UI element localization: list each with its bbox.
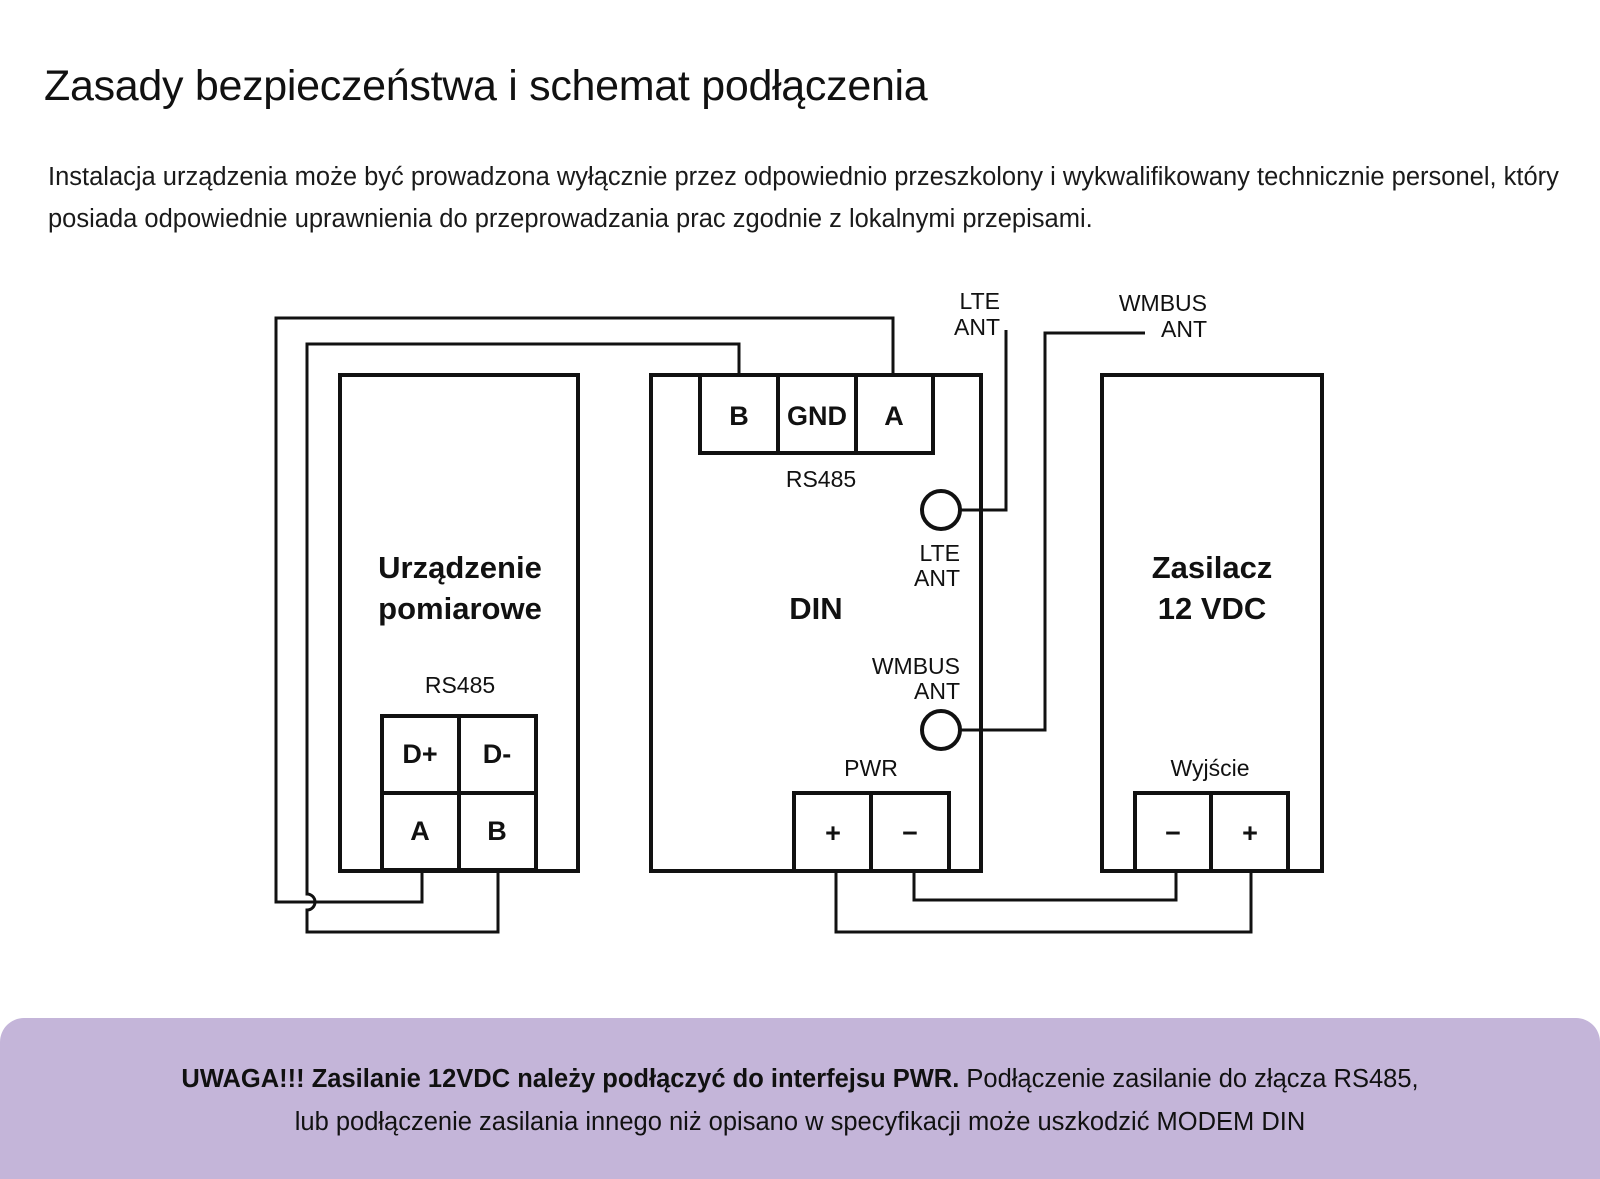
din-pwr-minus: − [902, 818, 918, 848]
din-pwr-plus: + [825, 818, 841, 848]
power-supply [1102, 375, 1322, 871]
din-terminal-a: A [884, 401, 904, 431]
meter-terminal-dplus: D+ [402, 739, 438, 769]
wire-power-minus [914, 871, 1176, 900]
din-wmbus-label-line2: ANT [914, 678, 960, 704]
din-pwr-label: PWR [844, 755, 898, 781]
psu-terminal-plus: + [1242, 818, 1258, 848]
external-wmbus-label-line1: WMBUS [1118, 290, 1207, 316]
meter-terminal-b: B [487, 816, 507, 846]
din-lte-label-line2: ANT [914, 565, 960, 591]
din-terminal-b: B [729, 401, 749, 431]
warning-rest-line1: Podłączenie zasilanie do złącza RS485, [959, 1065, 1419, 1093]
wire-rs485-b [307, 344, 739, 932]
intro-paragraph: Instalacja urządzenia może być prowadzona wyłącznie przez odpowiednio przeszkolony i wykwalifikowany technicznie personel, który posiada odpowiednie uprawnienia do przeprowadzania prac zgodnie z lokalnymi przepisami. [48, 163, 1559, 233]
meter-port-label: RS485 [424, 672, 496, 698]
meter-name-line1: Urządzenie [378, 550, 542, 585]
psu-name-line1: Zasilacz [1151, 550, 1273, 585]
din-lte-label-line1: LTE [919, 540, 960, 566]
external-lte-label-line2: ANT [954, 314, 1000, 340]
meter-terminal-a: A [410, 816, 430, 846]
psu-terminal-minus: − [1165, 818, 1181, 848]
din-terminal-gnd: GND [787, 401, 847, 431]
din-name: DIN [789, 591, 843, 626]
psu-name-line2: 12 VDC [1157, 591, 1267, 626]
external-lte-label-line1: LTE [959, 288, 1000, 314]
din-modem [651, 375, 981, 871]
warning-line2: lub podłączenie zasilania innego niż opisano w specyfikacji może uszkodzić MODEM DIN [294, 1108, 1306, 1136]
din-rs485-label: RS485 [785, 466, 857, 492]
warning-text [0, 1058, 1600, 1144]
meter-name-line2: pomiarowe [378, 591, 542, 626]
wire-wmbus-antenna [960, 333, 1145, 730]
page-title: Zasady bezpieczeństwa i schemat podłączenia [44, 62, 928, 110]
warning-banner [0, 1018, 1600, 1179]
meter-device [340, 375, 578, 871]
lte-antenna-connector-icon [922, 491, 960, 529]
external-wmbus-label-line2: ANT [1161, 316, 1207, 342]
wmbus-antenna-connector-icon [922, 711, 960, 749]
psu-output-label: Wyjście [1170, 755, 1250, 781]
meter-terminal-dminus: D- [482, 739, 512, 769]
warning-bold: UWAGA!!! Zasilanie 12VDC należy podłączyć do interfejsu PWR. [181, 1065, 960, 1093]
din-wmbus-label-line1: WMBUS [871, 653, 960, 679]
